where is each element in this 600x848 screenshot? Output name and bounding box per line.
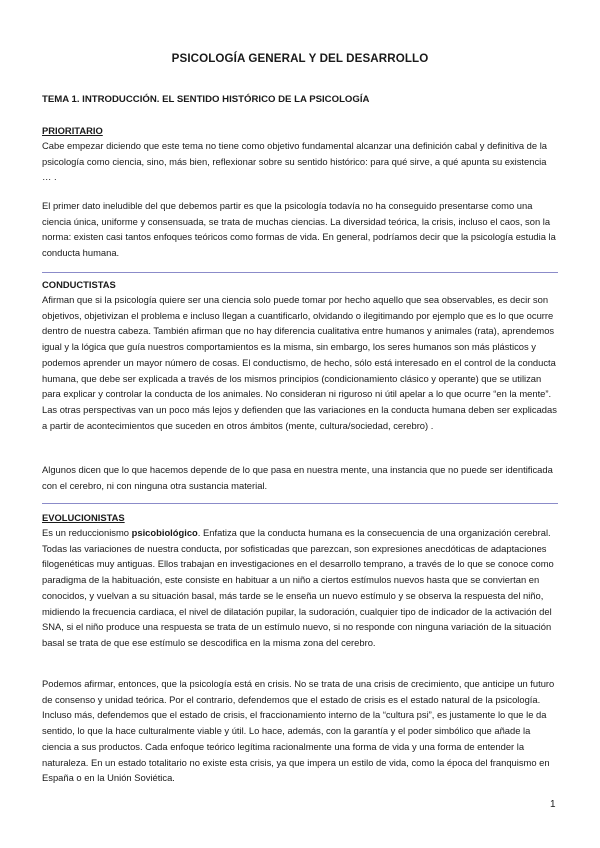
topic-heading: TEMA 1. INTRODUCCIÓN. EL SENTIDO HISTÓRICO DE LA PSICOLOGÍA [42, 94, 370, 105]
section-heading-conductistas: CONDUCTISTAS [42, 279, 116, 290]
document-title: PSICOLOGÍA GENERAL Y DEL DESARROLLO [171, 52, 429, 65]
evolucionistas-body-text: . Enfatiza que la conducta humana es la consecuencia de una organización cerebral. Todas las variaciones de nuestra conducta, por sofisticadas que parezcan, son expresiones anecdóticas de adaptaciones filogenéticas muy antiguas. Ellos trabajan en investigaciones en el desarrollo temprano, a través de lo que se conoce como paradigma de la habituación, este consiste en habituar a un niño a ciertos estímulos nuevos hasta que se conviertan en conocidos, y vuelvan a su situación basal, más tarde se le enseña un nuevo estímulo y se observa la respuesta del niño, midiendo la frecuencia cardiaca, el nivel de dilatación pupilar, la sudoración, cualquier tipo de indicador de la activación del SNA, si el niño produce una respuesta se trata de un estímulo nuevo, si no responde con ninguna variación de la situación basal se trata de que ese estímulo se descodifica en la misma zona del cerebro. [42, 527, 554, 648]
evolucionistas-paragraph-2: Podemos afirmar, entonces, que la psicología está en crisis. No se trata de una crisis de crecimiento, que anticipe un futuro de consenso y unidad teórica. Por el contrario, defendemos que el estado de crisis es el estado natural de la psicología. Incluso más, defendemos que el estado de crisis, el fraccionamiento interno de la “cultura psi”, es justamente lo que le da sentido, lo que la hace culturalmente viable y útil. Lo hace, además, con la garantía y el poder simbólico que añade la ciencia a sus productos. Cada enfoque teórico legítima racionalmente una forma de vida y una forma de entender la naturaleza. En un estado totalitario no existe esta crisis, ya que impera un estilo de vida, como la época del franquismo en España o en la Unión Soviética. [42, 678, 555, 784]
psicobiologico-term: psicobiológico [131, 527, 198, 538]
section-divider [42, 272, 558, 273]
section-divider [42, 503, 558, 504]
conductistas-paragraph-1: Afirman que si la psicología quiere ser una ciencia solo puede tomar por hecho aquello que sea observables, es decir son objetivos, objetivizan el problema e incluso llegan a cuantificarlo, olvidando o ilegitimando por ejemplo que es lo que ocurre dentro de nuestra cabeza. También afirman que no hay diferencia cualitativa entre humanos y animales (rata), aprendemos igual y la lógica que guía nuestros comportamientos es la misma, sin embargo, los seres humanos son más plásticos y podemos aprender un mayor número de cosas. El conductismo, de hecho, sólo está interesado en el control de la conducta humana, que debe ser explicada a través de los mismos principios (condicionamiento clásico y operante) que se utilizan para explicar y controlar la conducta de los animales. No consideran ni riguroso ni útil apelar a lo que ocurre “en la mente”. Las otras perspectivas van un poco más lejos y defienden que las variaciones en la conducta humana deben ser explicadas a partir de acontecimientos que suceden en otros ámbitos (mente, cultura/sociedad, cerebro) . [42, 294, 557, 431]
section-heading-prioritario: PRIORITARIO [42, 125, 103, 136]
prioritario-paragraph-2: El primer dato ineludible del que debemos partir es que la psicología todavía no ha conseguido presentarse como una ciencia única, uniforme y consensuada, se trata de muchas ciencias. La diversidad teórica, la crisis, incluso el caos, son la norma: existen casi tantos enfoques teóricos como formas de vida. En general, podríamos decir que la psicología estudia la conducta humana. [42, 200, 556, 259]
evolucionistas-paragraph-1 [42, 525, 558, 651]
prioritario-paragraph-1: Cabe empezar diciendo que este tema no tiene como objetivo fundamental alcanzar una definición cabal y definitiva de la psicología como ciencia, sino, más bien, reflexionar sobre su sentido histórico: para qué sirve, a qué apunta su existencia … . [42, 140, 548, 183]
page-number: 1 [550, 799, 556, 810]
section-heading-evolucionistas: EVOLUCIONISTAS [42, 512, 125, 523]
conductistas-paragraph-2: Algunos dicen que lo que hacemos depende de lo que pasa en nuestra mente, una instancia que no puede ser identificada con el cerebro, ni con ninguna otra sustancia material. [42, 464, 553, 491]
evolucionistas-lead-text: Es un reduccionismo [42, 527, 132, 538]
